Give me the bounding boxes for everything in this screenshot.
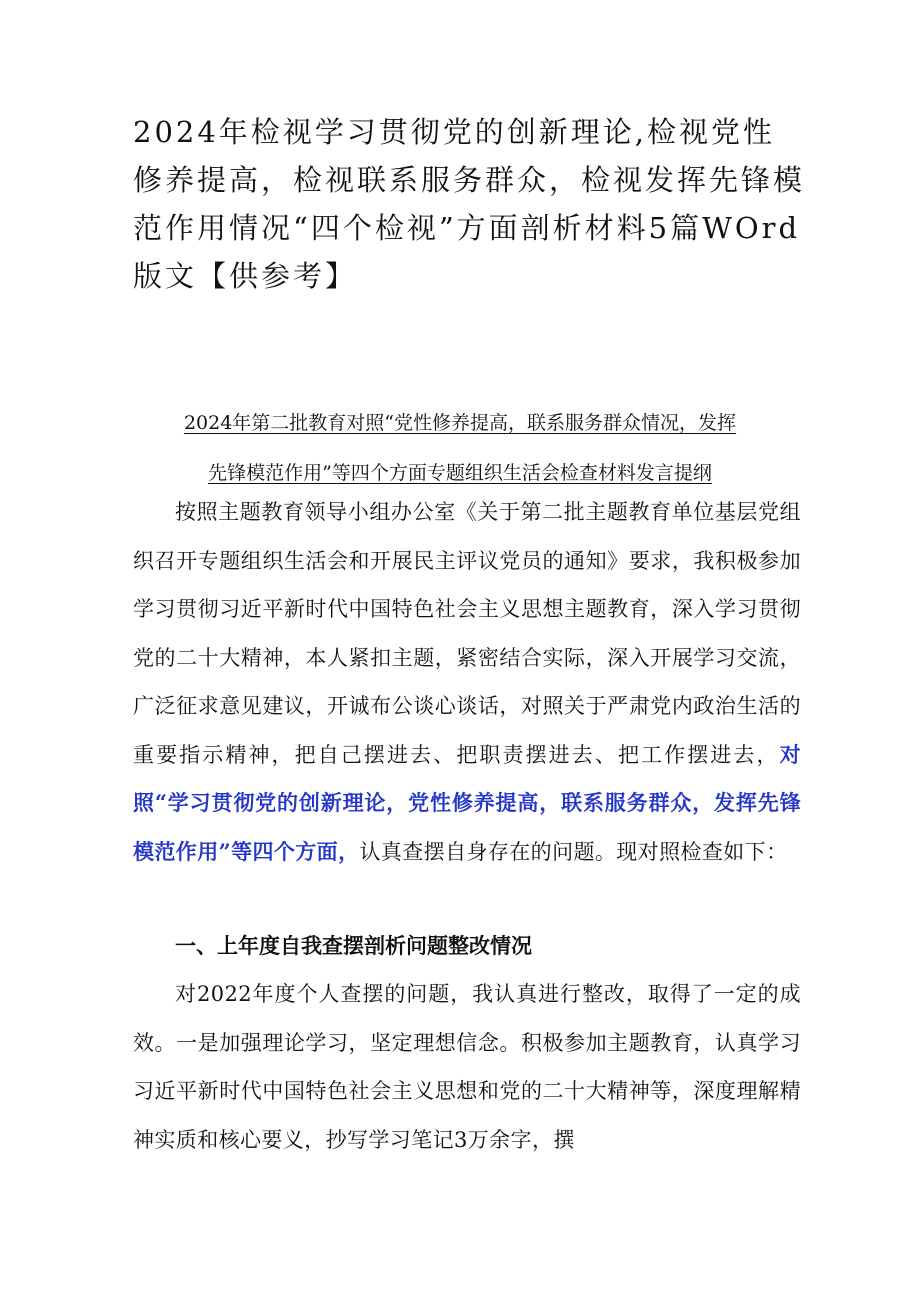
section-1-paragraph: 对2022年度个人查摆的问题，我认真进行整改，取得了一定的成效。一是加强理论学习，坚定理想信念。积极参加主题教育，认真学习习近平新时代中国特色社会主义思想和党的二十大精神等，深度理解精神实质和核心要义，抄写学习笔记3万余字，撰 xyxy=(133,982,801,1152)
intro-text-part-1: 按照主题教育领导小组办公室《关于第二批主题教育单位基层党组织召开专题组织生活会和开展民主评议党员的通知》要求，我积极参加学习贯彻习近平新时代中国特色社会主义思想主题教育，深入学习贯彻党的二十大精神，本人紧扣主题，紧密结合实际，深入开展学习交流，广泛征求意见建议，开诚布公谈心谈话，对照关于严肃党内政治生活的重要指示精神，把自己摆进去、把职责摆进去、把工作摆进去， xyxy=(133,500,801,767)
subtitle-line-1: 2024年第二批教育对照“党性修养提高，联系服务群众情况，发挥 xyxy=(183,412,737,434)
subtitle-line-2: 先锋模范作用”等四个方面专题组织生活会检查材料发言提纲 xyxy=(208,462,712,484)
subtitle xyxy=(130,398,790,498)
intro-highlight-text: 对照“学习贯彻党的创新理论，党性修养提高，联系服务群众，发挥先锋模范作用”等四个方面， xyxy=(133,741,801,864)
section-heading-1: 一、上年度自我查摆剖析问题整改情况 xyxy=(175,933,532,958)
intro-paragraph xyxy=(133,488,801,876)
main-title: 2024年检视学习贯彻党的创新理论,检视党性修养提高，检视联系服务群众，检视发挥先锋模范作用情况“四个检视”方面剖析材料5篇WOrd版文【供参考】 xyxy=(133,115,806,293)
intro-text-part-2: 认真查摆自身存在的问题。现对照检查如下： xyxy=(359,839,788,864)
